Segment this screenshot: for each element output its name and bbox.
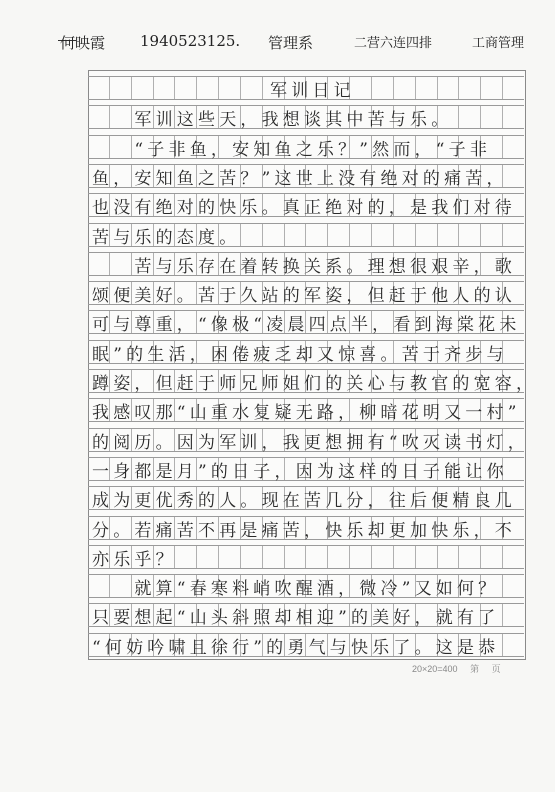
essay-line: 蹲姿，但赶于师兄师姐们的关心与教官的宽容， xyxy=(92,374,538,394)
student-id: 1940523125. xyxy=(140,32,241,50)
essay-line: 鱼，安知鱼之苦？”这世上没有绝对的痛苦， xyxy=(92,168,508,189)
essay-line: 军训这些天，我想谈其中苦与乐。 xyxy=(92,110,453,131)
grid-cell xyxy=(481,546,503,568)
grid-cell xyxy=(219,546,241,568)
grid-cell xyxy=(503,546,524,568)
grid-cell xyxy=(175,77,197,99)
grid-cell xyxy=(154,77,176,99)
grid-cell xyxy=(481,106,503,128)
grid-footer xyxy=(412,662,511,675)
essay-line: 成为更优秀的人。现在苦几分，往后便精良几 xyxy=(92,491,516,512)
grid-cell xyxy=(372,77,394,99)
grid-cell xyxy=(503,224,524,246)
header xyxy=(52,32,542,62)
grid-cell xyxy=(416,224,438,246)
grid-cell xyxy=(197,546,219,568)
essay-line: 苦与乐存在着转换关系。理想很艰辛，歌 xyxy=(92,256,516,277)
essay-line: 只要想起“山头斜照却相迎”的美好，就有了 xyxy=(92,608,500,629)
grid-cell xyxy=(241,546,263,568)
essay-line: 我感叹那“山重水复疑无路，柳暗花明又一村” xyxy=(92,403,521,424)
grid-cell xyxy=(328,224,350,246)
grid-cell xyxy=(372,546,394,568)
grid-cell xyxy=(328,546,350,568)
grid-cell xyxy=(438,77,460,99)
grid-cell xyxy=(306,224,328,246)
grid-cell xyxy=(285,546,307,568)
essay-line: “何妨吟啸且徐行”的勇气与快乐了。这是恭 xyxy=(92,637,500,658)
grid-cell xyxy=(503,604,524,626)
grid-cell xyxy=(241,77,263,99)
grid-cell xyxy=(197,77,219,99)
grid-cell xyxy=(416,546,438,568)
grid-cell xyxy=(503,106,524,128)
class: 二营六连四排 xyxy=(354,36,433,51)
essay-line: “子非鱼，安知鱼之乐？”然而，“子非 xyxy=(92,139,492,160)
grid-cell xyxy=(350,224,372,246)
grid-cell xyxy=(438,224,460,246)
essay-line: 的阅历。因为军训，我更想拥有“吹灭读书灯， xyxy=(92,432,529,453)
grid-cell xyxy=(459,77,481,99)
grid-cell xyxy=(263,546,285,568)
essay-line: 颂便美好。苦于久站的军姿，但赶于他人的认 xyxy=(92,286,516,307)
page-suffix: 页 xyxy=(491,664,501,674)
essay-line: 也没有绝对的快乐。真正绝对的，是我们对待 xyxy=(92,198,516,219)
grid-cell xyxy=(481,224,503,246)
essay-line: 苦与乐的态度。 xyxy=(92,227,241,248)
grid-spec: 20×20=400 xyxy=(412,664,458,674)
essay-line: 分。若痛苦不再是痛苦，快乐却更加快乐，不 xyxy=(92,520,516,541)
grid-cell xyxy=(503,634,524,656)
grid-cell xyxy=(459,546,481,568)
student-name: 何映霞 xyxy=(60,34,106,52)
grid-cell xyxy=(110,77,132,99)
grid-cell xyxy=(394,546,416,568)
grid-cell xyxy=(438,546,460,568)
grid-cell xyxy=(459,224,481,246)
essay-line: 亦乐乎？ xyxy=(92,549,177,570)
grid-cell xyxy=(503,77,524,99)
grid-cell xyxy=(285,224,307,246)
grid-cell xyxy=(241,224,263,246)
grid-cell xyxy=(372,224,394,246)
major: 工商管理 xyxy=(472,36,525,51)
grid-cell xyxy=(416,77,438,99)
grid-cell xyxy=(219,77,241,99)
grid-cell xyxy=(263,224,285,246)
grid-cell xyxy=(503,136,524,158)
essay-line: 眠”的生活，困倦疲乏却又惊喜。苦于齐步与 xyxy=(92,344,508,365)
essay-line: 可与尊重，“像极“凌晨四点半，看到海棠花未 xyxy=(92,315,521,336)
essay-line: 一身都是月”的日子，因为这样的日子能让你 xyxy=(92,461,508,482)
grid-cell xyxy=(503,575,524,597)
grid-cell xyxy=(394,224,416,246)
grid-cell xyxy=(132,77,154,99)
essay-line: 就算“春寒料峭吹醒酒，微冷”又如何？ xyxy=(92,579,500,600)
grid-cell xyxy=(459,106,481,128)
grid-cell xyxy=(306,546,328,568)
department: 管理系 xyxy=(268,34,314,52)
grid-cell xyxy=(350,546,372,568)
grid-cell xyxy=(394,77,416,99)
page-label: 第 xyxy=(470,664,480,674)
grid-cell xyxy=(175,546,197,568)
grid-cell xyxy=(481,77,503,99)
grid-cell xyxy=(88,77,110,99)
essay-title: 军训日记 xyxy=(270,81,355,101)
